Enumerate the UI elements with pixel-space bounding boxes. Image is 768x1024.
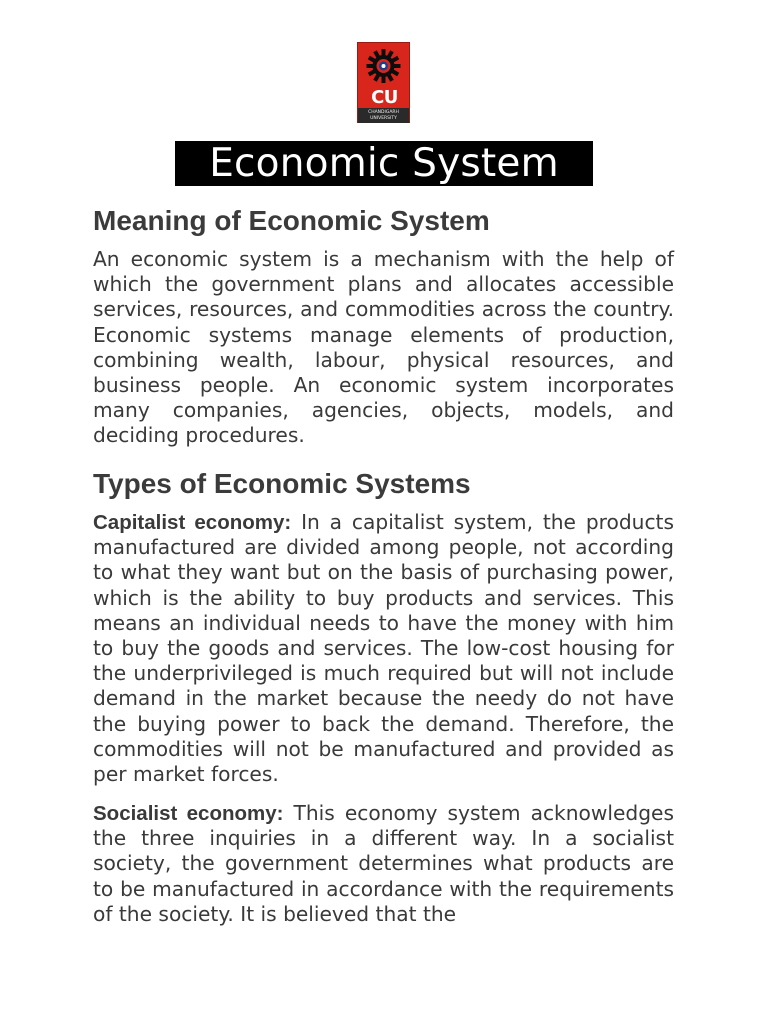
logo-name-strip: [358, 108, 409, 123]
logo-initials: CU: [371, 87, 398, 108]
logo-name-line2: UNIVERSITY: [370, 115, 397, 121]
capitalist-paragraph: [93, 510, 674, 787]
types-heading: Types of Economic Systems: [93, 468, 471, 499]
socialist-text: This economy system acknowledges the three inquiries in a different way. In a socialist society, the government determines what products are to be manufactured in accordance with the requirements of the society. It is believed that the: [93, 801, 674, 926]
page-title: Economic System: [175, 141, 593, 186]
logo-name-line1: CHANDIGARH: [368, 110, 399, 115]
socialist-paragraph: [93, 801, 674, 927]
socialist-term: Socialist economy:: [93, 802, 284, 825]
meaning-heading: Meaning of Economic System: [93, 205, 490, 236]
capitalist-text: In a capitalist system, the products manufactured are divided among people, not according to what they want but on the basis of purchasing power, which is the ability to buy products and services. This means an individual needs to have the money with him to buy the goods and services. The low-cost housing for the underprivileged is much required but will not include demand in the market because the needy do not have the buying power to back the demand. Therefore, the commodities will not be manufactured and provided as per market forces.: [93, 510, 674, 787]
university-logo: [357, 42, 410, 123]
meaning-paragraph: An economic system is a mechanism with the help of which the government plans and allocates accessible services, resources, and commodities across the country. Economic systems manage elements of production, combining wealth, labour, physical resources, and business people. An economic system incorporates many companies, agencies, objects, models, and deciding procedures.: [93, 247, 674, 448]
emblem-icon: [358, 43, 409, 89]
capitalist-term: Capitalist economy:: [93, 511, 292, 534]
